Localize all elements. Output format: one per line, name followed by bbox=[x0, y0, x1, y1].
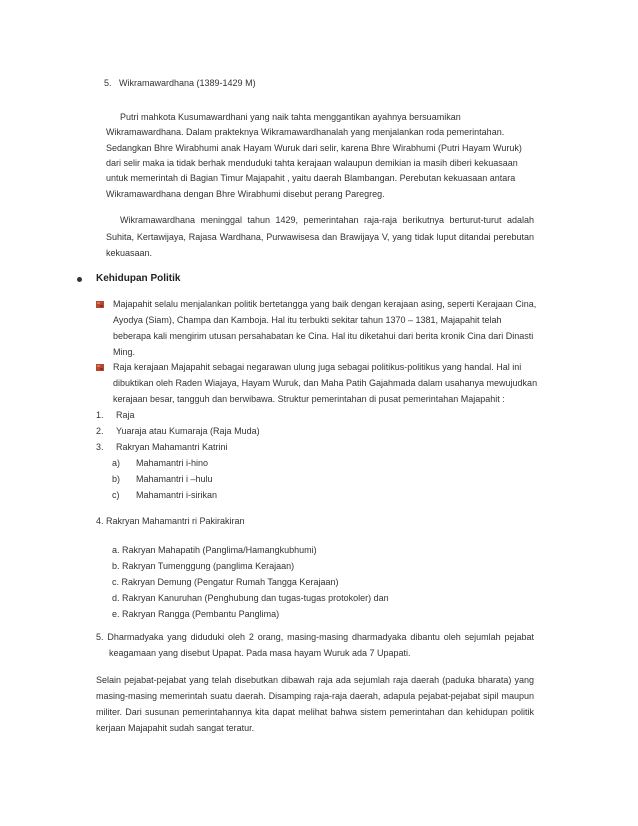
paragraph-line: dibuktikan oleh Raden Wiajaya, Hayam Wuruk, dan Maha Patih Gajahmada dalam usahanya mewujudkan bbox=[113, 378, 538, 388]
list-item: e. Rakryan Rangga (Pembantu Panglima) bbox=[112, 609, 280, 619]
paragraph-line: Sedangkan Bhre Wirabhumi anak Hayam Wuruk dari selir, karena Bhre Wirabhumi (Putri Hayam Wuruk) bbox=[106, 143, 522, 153]
list-item: Raja bbox=[116, 410, 135, 420]
paragraph-line: dari selir maka ia tidak berhak menduduki tahta kerajaan walaupun demikian ia masih diberi kekuasaan bbox=[106, 158, 518, 168]
paragraph-line: masing-masing memerintah suatu daerah. Disamping raja-raja daerah, adapula pejabat-pejabat sipil maupun bbox=[96, 691, 534, 701]
list-item: b. Rakryan Tumenggung (panglima Kerajaan) bbox=[112, 561, 295, 571]
list-number: 1. bbox=[96, 410, 104, 420]
section-heading: Kehidupan Politik bbox=[96, 273, 181, 284]
list-item: 4. Rakryan Mahamantri ri Pakirakiran bbox=[96, 516, 245, 526]
list-item: c. Rakryan Demung (Pengatur Rumah Tangga Kerajaan) bbox=[112, 577, 339, 587]
paragraph-line: Majapahit selalu menjalankan politik bertetangga yang baik dengan kerajaan asing, seperti Kerajaan Cina, bbox=[113, 299, 537, 309]
paragraph-line: Wikramawardhana dengan Bhre Wirabhumi disebut perang Paregreg. bbox=[106, 189, 385, 199]
paragraph-line: kerjaan Majapahit sudah sangat teratur. bbox=[96, 723, 255, 733]
paragraph-line: untuk memerintah di Bagian Timur Majapahit , yaitu daerah Blambangan. Perebutan kekuasaan antara bbox=[106, 173, 516, 183]
paragraph-line: Wikramawardhana. Dalam prakteknya Wikramawardhanalah yang menjalankan roda pemerintahan. bbox=[106, 127, 505, 137]
item-title: Wikramawardhana (1389-1429 M) bbox=[119, 78, 256, 88]
paragraph-line: Raja kerajaan Majapahit sebagai negarawan ulung juga sebagai politikus-politikus yang handal. Hal ini bbox=[113, 362, 522, 372]
list-letter: a) bbox=[112, 458, 121, 468]
list-item: Mahamantri i-sirikan bbox=[136, 490, 218, 500]
paragraph-line: beberapa kali mengirim utusan persahabatan ke Cina. Hal itu diketahui dari berita kronik Cina dari Dinasti bbox=[113, 331, 534, 341]
flag-bullet-icon bbox=[96, 301, 104, 308]
paragraph-line: Selain pejabat-pejabat yang telah disebutkan dibawah raja ada sejumlah raja daerah (paduka bharata) yang bbox=[96, 675, 534, 685]
list-item: Yuaraja atau Kumaraja (Raja Muda) bbox=[116, 426, 260, 436]
paragraph-line: kekuasaan. bbox=[106, 248, 153, 258]
list-item: a. Rakryan Mahapatih (Panglima/Hamangkubhumi) bbox=[112, 545, 317, 555]
paragraph-line: Suhita, Kertawijaya, Rajasa Wardhana, Purwawisesa dan Brawijaya V, yang tidak luput ditandai perebutan bbox=[106, 232, 534, 242]
bullet-dot-icon bbox=[77, 277, 82, 282]
paragraph-line: Putri mahkota Kusumawardhani yang naik tahta menggantikan ayahnya bersuamikan bbox=[120, 112, 461, 122]
paragraph-line: Ming. bbox=[113, 347, 136, 357]
paragraph-line: 5. Dharmadyaka yang diduduki oleh 2 orang, masing-masing dharmadyaka dibantu oleh sejumlah pejabat bbox=[96, 632, 534, 642]
list-item: Rakryan Mahamantri Katrini bbox=[116, 442, 228, 452]
paragraph-line: militer. Dari susunan pemerintahannya kita dapat melihat bahwa sistem pemerintahan dan kehidupan politik bbox=[96, 707, 534, 717]
list-letter: c) bbox=[112, 490, 120, 500]
list-number: 2. bbox=[96, 426, 104, 436]
paragraph-line: Wikramawardhana meninggal tahun 1429, pemerintahan raja-raja berikutnya berturut-turut adalah bbox=[120, 215, 534, 225]
paragraph-line: keagamaan yang disebut Upapat. Pada masa hayam Wuruk ada 7 Upapati. bbox=[109, 648, 411, 658]
paragraph-line: kerajaan besar, tangguh dan berwibawa. Struktur pemerintahan di pusat pemerintahan Majapahit : bbox=[113, 394, 505, 404]
paragraph-line: Ayodya (Siam), Champa dan Kamboja. Hal itu terbukti sekitar tahun 1370 – 1381, Majapahit telah bbox=[113, 315, 502, 325]
list-item: Mahamantri i –hulu bbox=[136, 474, 213, 484]
list-item: Mahamantri i-hino bbox=[136, 458, 209, 468]
list-item: d. Rakryan Kanuruhan (Penghubung dan tugas-tugas protokoler) dan bbox=[112, 593, 389, 603]
flag-bullet-icon bbox=[96, 364, 104, 371]
list-letter: b) bbox=[112, 474, 121, 484]
list-number: 3. bbox=[96, 442, 104, 452]
item-number: 5. bbox=[104, 78, 112, 88]
